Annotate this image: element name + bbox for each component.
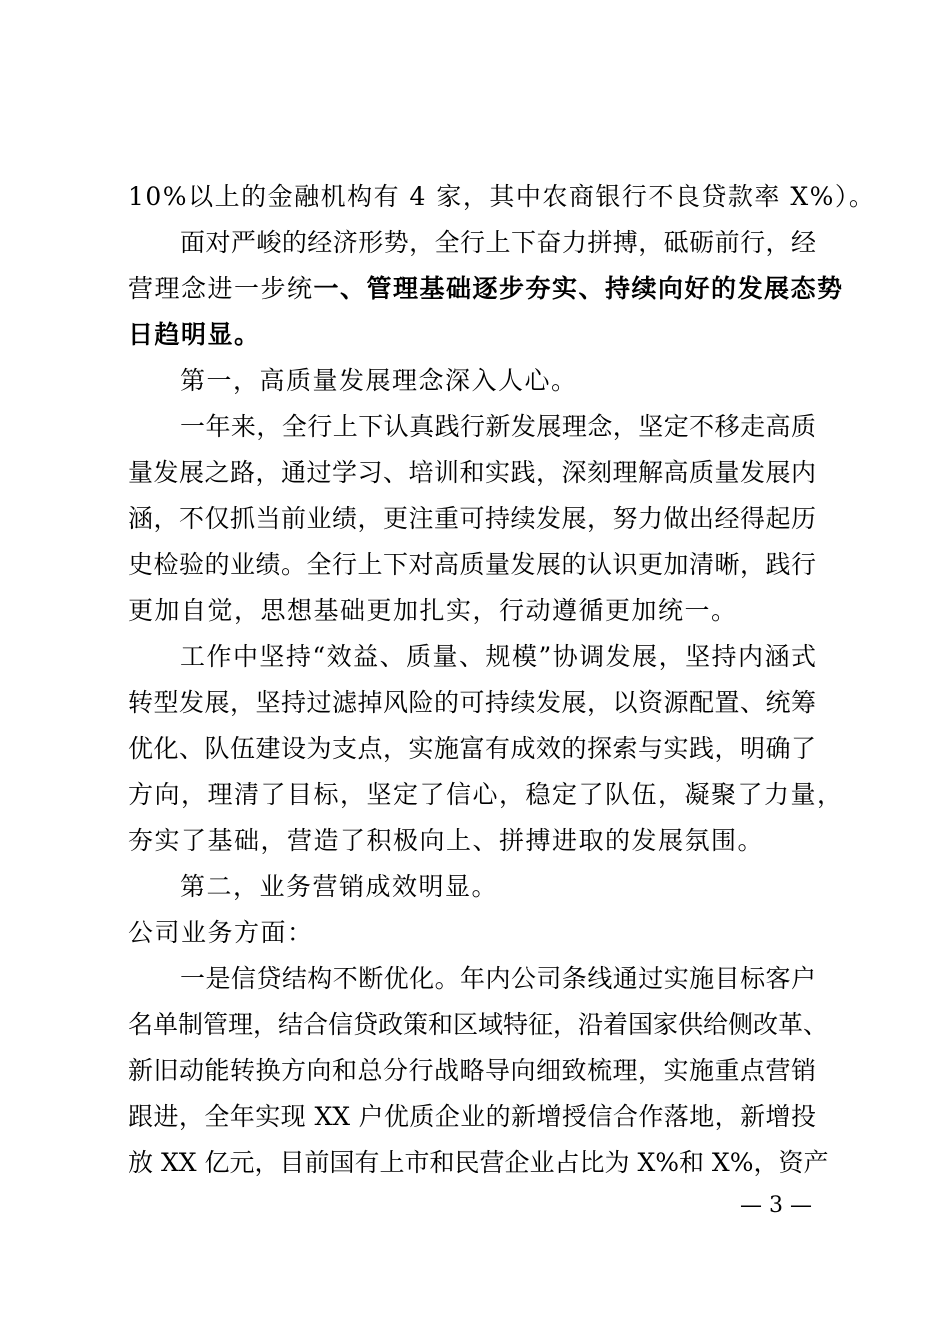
section-heading-continued: 日趋明显。 (128, 320, 261, 349)
text-line: 放 XX 亿元，目前国有上市和民营企业占比为 X%和 X%，资产 (128, 1148, 829, 1177)
text-line: 一是信贷结构不断优化。年内公司条线通过实施目标客户 (180, 964, 816, 993)
text-line: 优化、队伍建设为支点，实施富有成效的探索与实践，明确了 (128, 734, 816, 763)
section-heading: 一、管理基础逐步夯实、持续向好的发展态势 (313, 274, 844, 303)
text-line: 夯实了基础，营造了积极向上、拼搏进取的发展氛围。 (128, 826, 765, 855)
text-line: 转型发展，坚持过滤掉风险的可持续发展，以资源配置、统筹 (128, 688, 816, 717)
subheading: 第一，高质量发展理念深入人心。 (180, 366, 578, 395)
text-line: 新旧动能转换方向和总分行战略导向细致梳理，实施重点营销 (128, 1056, 816, 1085)
text-line: 工作中坚持“效益、质量、规模”协调发展，坚持内涵式 (180, 642, 816, 671)
text-line: 量发展之路，通过学习、培训和实践，深刻理解高质量发展内 (128, 458, 816, 487)
text-line: 10%以上的金融机构有 4 家，其中农商银行不良贷款率 X%）。 (128, 182, 876, 211)
text-line: 史检验的业绩。全行上下对高质量发展的认识更加清晰，践行 (128, 550, 816, 579)
text-line-mixed (128, 274, 844, 304)
text-line: 公司业务方面： (128, 918, 314, 947)
text-line: 跟进，全年实现 XX 户优质企业的新增授信合作落地，新增投 (128, 1102, 816, 1131)
text-line: 更加自觉，思想基础更加扎实，行动遵循更加统一。 (128, 596, 738, 625)
text-line: 一年来，全行上下认真践行新发展理念，坚定不移走高质 (180, 412, 816, 441)
text-line: 涵，不仅抓当前业绩，更注重可持续发展，努力做出经得起历 (128, 504, 816, 533)
text-segment: 营理念进一步统 (128, 274, 314, 303)
text-line: 面对严峻的经济形势，全行上下奋力拼搏，砥砺前行，经 (180, 228, 816, 257)
subheading: 第二，业务营销成效明显。 (180, 872, 499, 901)
text-line: 方向，理清了目标，坚定了信心，稳定了队伍，凝聚了力量， (128, 780, 844, 809)
page-number: — 3 — (740, 1193, 812, 1218)
text-line: 名单制管理，结合信贷政策和区域特征，沿着国家供给侧改革、 (128, 1010, 829, 1039)
